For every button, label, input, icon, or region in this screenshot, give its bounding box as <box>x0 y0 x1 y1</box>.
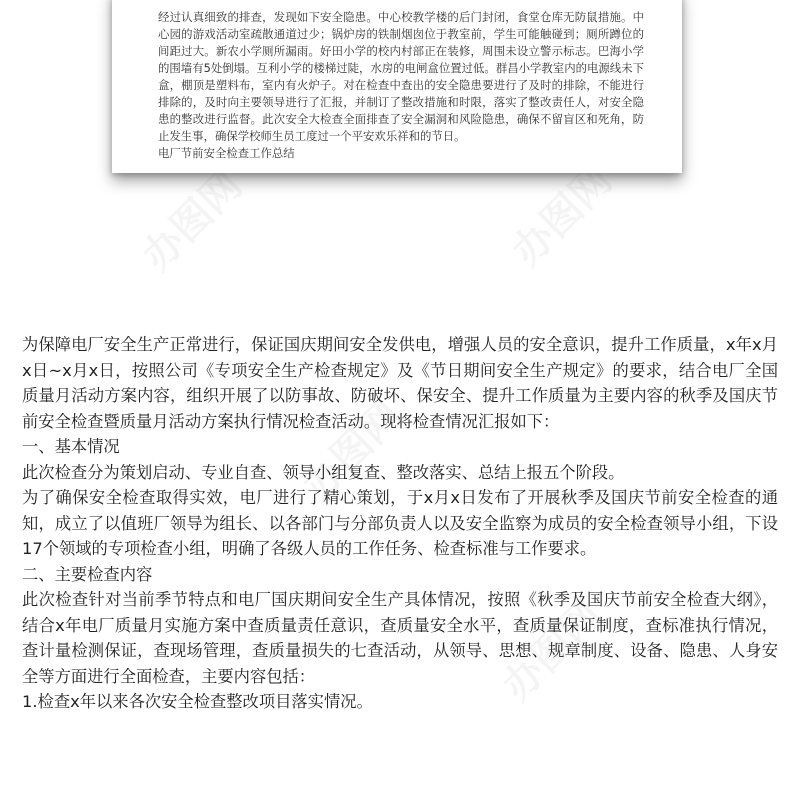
paragraph-content: 此次检查针对当前季节特点和电厂国庆期间安全生产具体情况，按照《秋季及国庆节前安全检查大纲》，结合x年电厂质量月实施方案中查质量责任意识，查质量安全水平，查质量保证制度，查标准执行情况，查计量检测保证，查现场管理，查质量损失的七查活动，从领导、思想、规章制度、设备、隐患、人身安全等方面进行全面检查，主要内容包括： <box>22 590 778 686</box>
section-heading-basic: 一、基本情况 <box>22 437 120 456</box>
section-heading-content: 二、主要检查内容 <box>22 564 153 584</box>
paragraph-stages: 此次检查分为策划启动、专业自查、领导小组复查、整改落实、总结上报五个阶段。 <box>22 462 625 482</box>
paragraph-planning: 为了确保安全检查取得实效，电厂进行了精心策划，于x月x日发布了开展秋季及国庆节前安全检查的通知，成立了以值班厂领导为组长、以各部门与分部负责人以及安全监察为成员的安全检查领导小组，下设17个领域的专项检查小组，明确了各级人员的工作任务、检查标准与工作要求。 <box>22 488 778 558</box>
preview-paragraph: 经过认真细致的排查，发现如下安全隐患。中心校教学楼的后门封闭，食堂仓库无防鼠措施。中心园的游戏活动室疏散通道过少；锅炉房的铁制烟囱位于教室前，学生可能触碰到；厕所蹲位的间距过大。新农小学厕所漏雨。好田小学的校内村部正在装修，周围未设立警示标志。巴海小学的围墙有5处倒塌。互利小学的楼梯过陡，水房的电闸盒位置过低。群昌小学教室内的电源线未下盒，棚顶是塑料布，室内有火炉子。对在检查中查出的安全隐患要进行了及时的排除，不能进行排除的，及时向主要领导进行了汇报，并制订了整改措施和时限，落实了整改责任人，对安全隐患的整改进行监督。此次安全大检查全面排查了安全漏洞和风险隐患，确保不留盲区和死角，防止发生事，确保学校师生员工度过一个平安欢乐祥和的节日。 <box>158 10 644 143</box>
article-body <box>22 332 778 715</box>
watermark: 办图网 <box>293 392 412 510</box>
preview-card-text <box>158 9 644 162</box>
watermark: 办图网 <box>493 592 612 710</box>
watermark: 办图网 <box>133 162 252 280</box>
intro-paragraph: 为保障电厂安全生产正常进行，保证国庆期间安全发供电，增强人员的安全意识，提升工作质量，x年x月x日~x月x日，按照公司《专项安全生产检查规定》及《节日期间安全生产规定》的要求，结合电厂全国质量月活动方案内容，组织开展了以防事故、防破坏、保安全、提升工作质量为主要内容的秋季及国庆节前安全检查暨质量月活动方案执行情况检查活动。现将检查情况汇报如下： <box>22 335 778 431</box>
list-item: 1.检查x年以来各次安全检查整改项目落实情况。 <box>22 692 373 711</box>
watermark: 办图网 <box>503 157 622 275</box>
preview-caption: 电厂节前安全检查工作总结 <box>158 146 295 160</box>
